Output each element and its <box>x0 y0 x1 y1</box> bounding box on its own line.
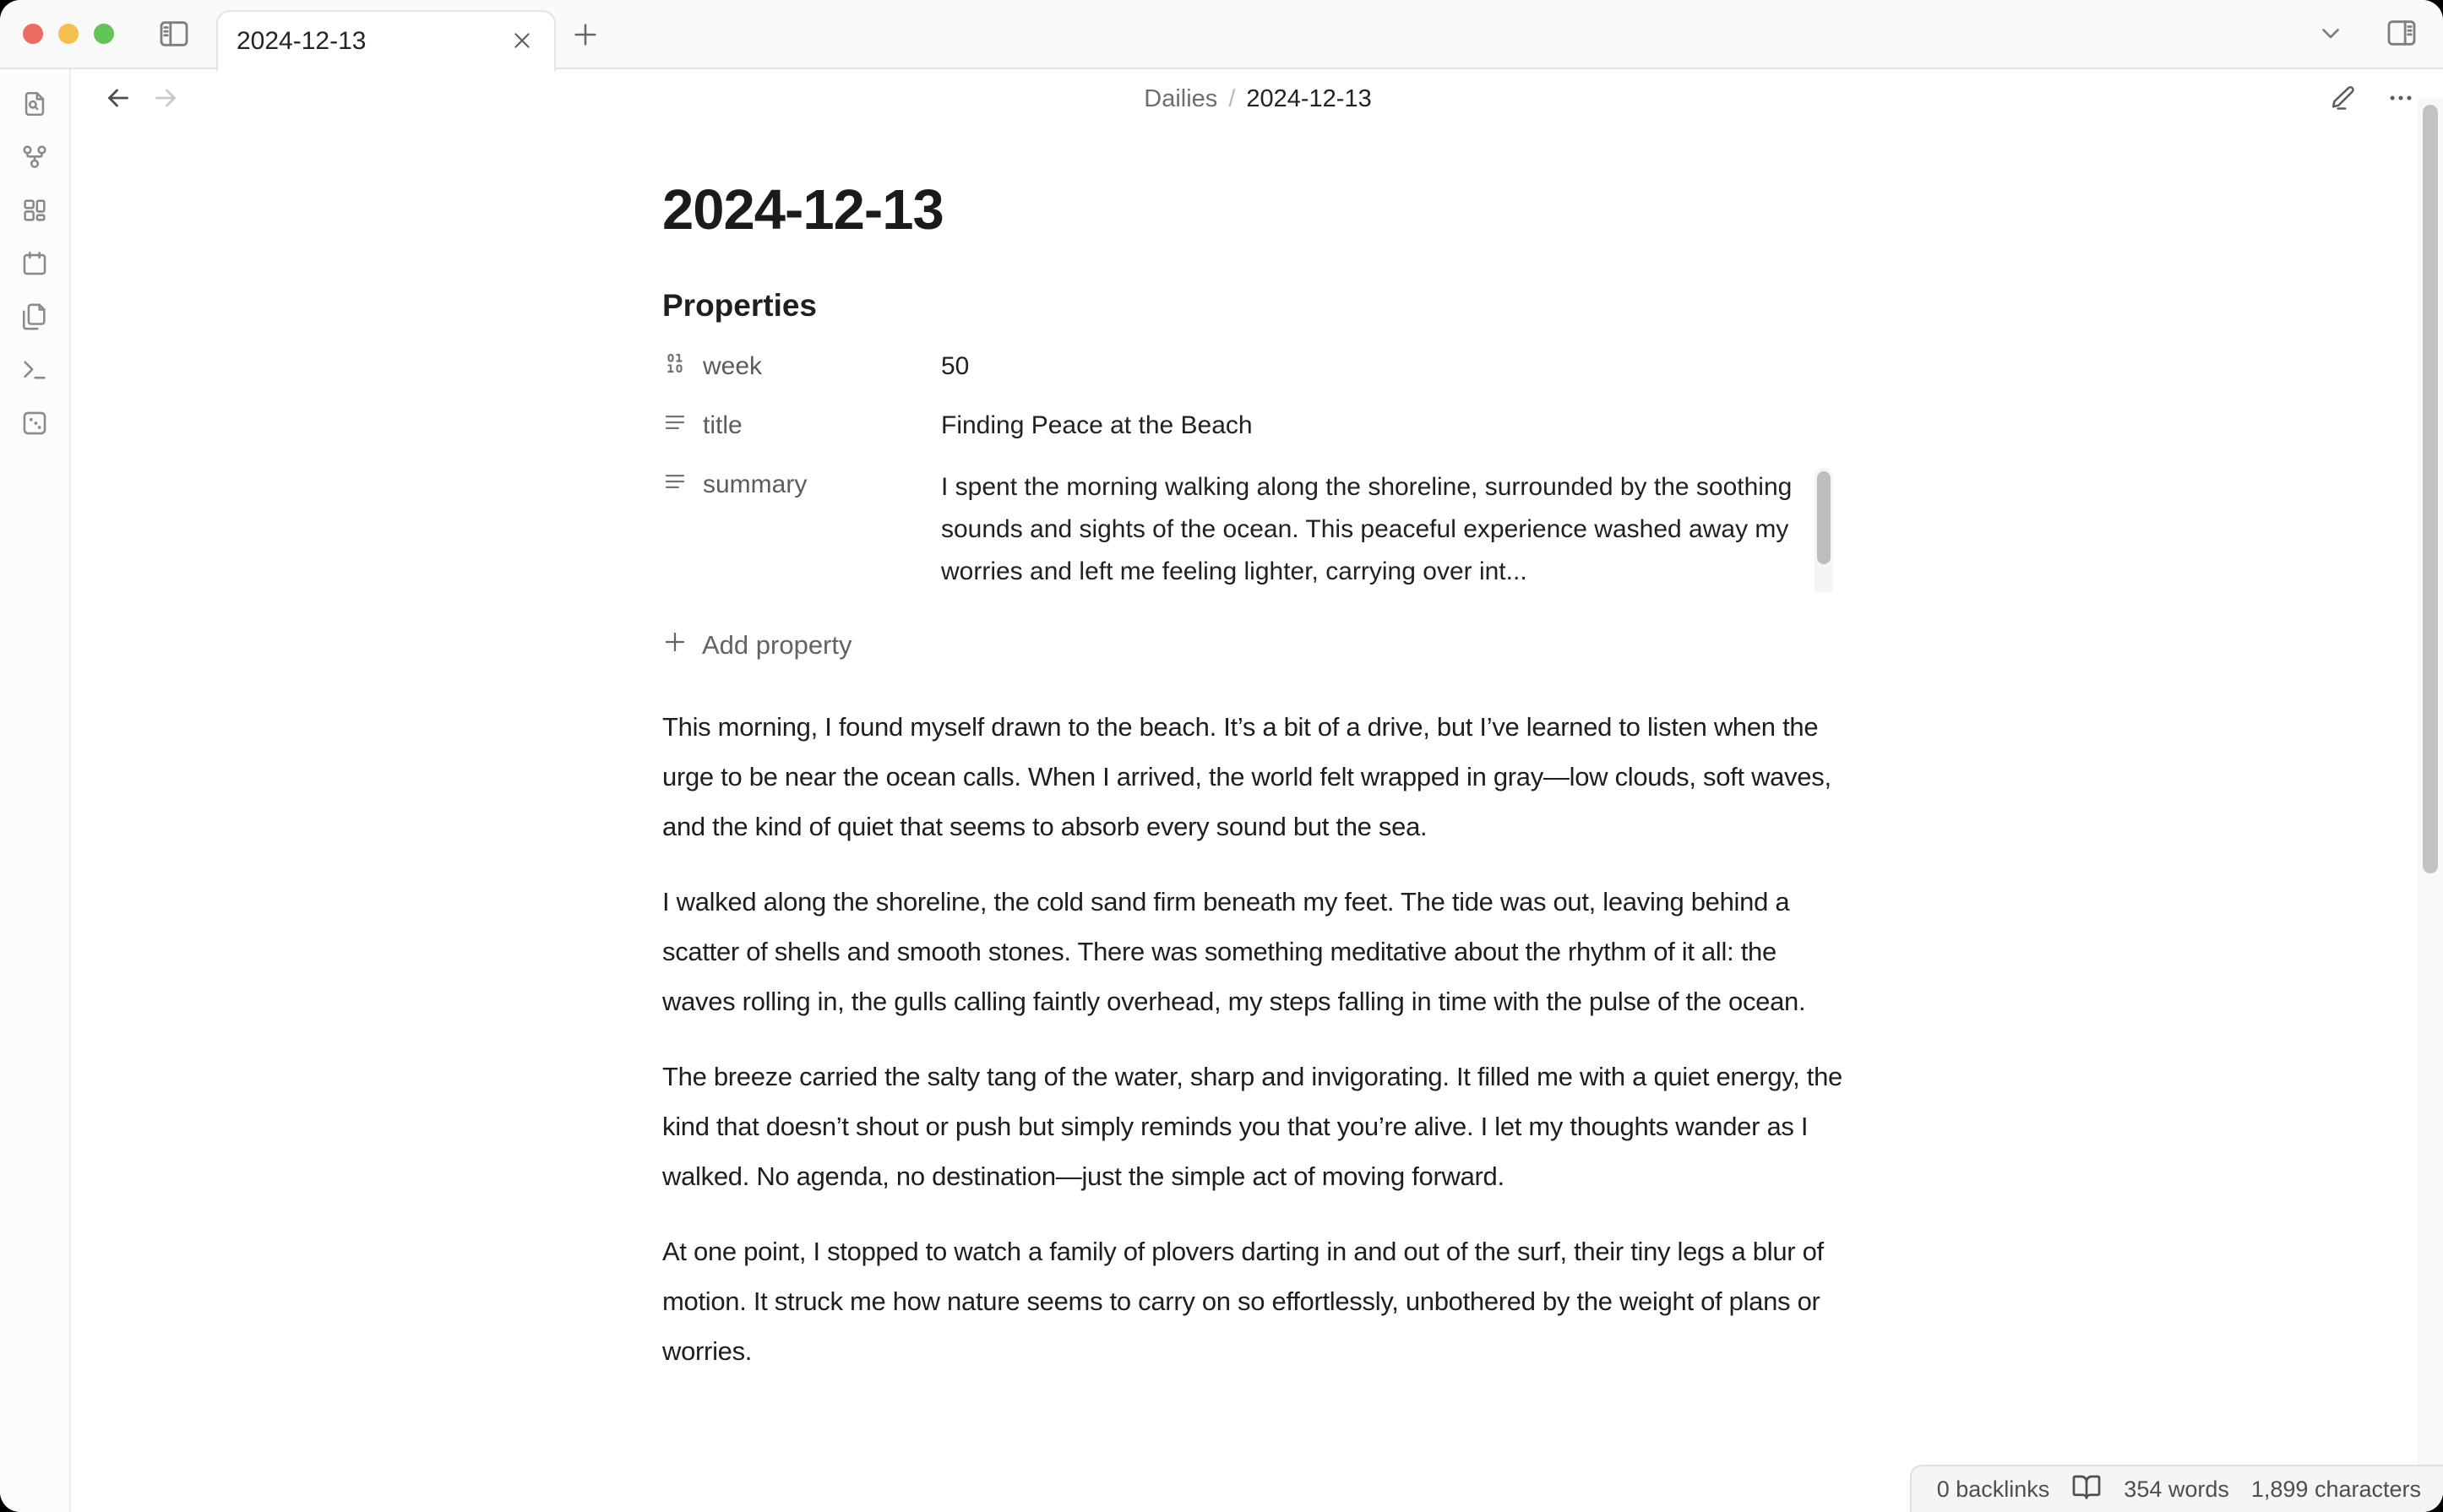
ribbon-random-note-button[interactable] <box>14 404 55 444</box>
view-header <box>73 69 2443 128</box>
terminal-icon <box>20 356 49 387</box>
add-property-label: Add property <box>702 630 852 660</box>
tab-daily-note[interactable] <box>216 10 556 71</box>
ribbon-terminal-button[interactable] <box>14 351 55 391</box>
breadcrumb-current-note[interactable]: 2024-12-13 <box>1246 84 1372 112</box>
ribbon-search-note-button[interactable] <box>14 84 55 125</box>
editor-scrollbar-thumb[interactable] <box>2423 105 2438 873</box>
toggle-right-sidebar-button[interactable] <box>2382 14 2421 53</box>
minimize-window-button[interactable] <box>58 24 79 44</box>
reading-mode-book-icon[interactable] <box>2071 1471 2102 1508</box>
more-options-button[interactable] <box>2382 80 2419 117</box>
property-key-summary[interactable] <box>662 466 941 503</box>
backlinks-count[interactable]: 0 backlinks <box>1936 1476 2050 1502</box>
close-icon <box>511 30 533 54</box>
character-count: 1,899 characters <box>2250 1476 2421 1502</box>
property-key-week[interactable] <box>662 348 941 385</box>
property-value-week[interactable]: 50 <box>941 352 970 380</box>
ribbon-files-button[interactable] <box>14 297 55 338</box>
summary-scrollbar-track[interactable] <box>1815 468 1833 593</box>
binary-number-icon <box>662 351 688 383</box>
properties-heading[interactable]: Properties <box>662 288 818 323</box>
ellipsis-icon <box>2386 84 2415 115</box>
close-tab-button[interactable] <box>503 23 541 60</box>
window-controls <box>23 0 114 68</box>
panel-left-icon <box>157 17 191 53</box>
plus-icon <box>571 20 600 52</box>
panel-right-icon <box>2385 16 2419 52</box>
fullscreen-window-button[interactable] <box>94 24 114 44</box>
toggle-edit-mode-button[interactable] <box>2325 80 2362 117</box>
ribbon-daily-note-button[interactable] <box>14 244 55 285</box>
file-search-icon <box>20 90 49 121</box>
ribbon <box>0 69 71 1512</box>
summary-text: I spent the morning walking along the shoreline, surrounded by the soothing sounds and sights of the ocean. This peaceful experience washed away my worries and left me feeling lighter, carrying over int... <box>941 473 1793 585</box>
property-row-title <box>662 396 1853 455</box>
chevron-down-icon <box>2316 19 2345 50</box>
calendar-icon <box>20 249 49 280</box>
tab-title: 2024-12-13 <box>237 27 367 55</box>
breadcrumb-folder[interactable]: Dailies <box>1144 84 1218 112</box>
word-count: 354 words <box>2124 1476 2229 1502</box>
paragraph[interactable]: At one point, I stopped to watch a family of plovers darting in and out of the surf, their tiny legs a blur of motion. It struck me how nature seems to carry on so effortlessly, unbothered by the weight of plans or worries. <box>662 1237 1824 1366</box>
property-value-title[interactable]: Finding Peace at the Beach <box>941 411 1253 439</box>
breadcrumb-separator: / <box>1228 84 1236 112</box>
text-icon <box>662 469 688 501</box>
text-icon <box>662 410 688 442</box>
status-bar <box>1910 1465 2443 1512</box>
summary-scrollbar-thumb[interactable] <box>1817 471 1831 564</box>
graph-icon <box>20 143 49 174</box>
ribbon-dashboard-button[interactable] <box>14 191 55 231</box>
property-row-week <box>662 337 1853 396</box>
editor-scrollbar-track[interactable] <box>2418 98 2443 1512</box>
workspace <box>73 69 2443 1512</box>
new-tab-button[interactable] <box>564 14 607 57</box>
inline-note-title[interactable]: 2024-12-13 <box>662 178 944 242</box>
titlebar <box>0 0 2443 68</box>
note-editor[interactable] <box>73 128 2443 1512</box>
note-document <box>662 128 1853 1376</box>
note-body <box>662 702 1853 1376</box>
property-label: summary <box>703 470 808 498</box>
property-key-title[interactable] <box>662 407 941 444</box>
property-label: week <box>703 352 763 380</box>
files-icon <box>20 302 49 334</box>
plus-icon <box>662 629 688 661</box>
tab-switcher-dropdown-button[interactable] <box>2311 14 2350 53</box>
paragraph[interactable]: The breeze carried the salty tang of the water, sharp and invigorating. It filled me with a quiet energy, the kind that doesn’t shout or push but simply reminds you that you’re alive. I let my thoughts wander as I walked. No agenda, no destination—just the simple act of moving forward. <box>662 1062 1842 1191</box>
close-window-button[interactable] <box>23 24 43 44</box>
paragraph[interactable]: This morning, I found myself drawn to the beach. It’s a bit of a drive, but I’ve learned to listen when the urge to be near the ocean calls. When I arrived, the world felt wrapped in gray—low clouds, soft waves, and the kind of quiet that seems to absorb every sound but the sea. <box>662 712 1831 841</box>
paragraph[interactable]: I walked along the shoreline, the cold sand firm beneath my feet. The tide was out, leaving behind a scatter of shells and smooth stones. There was something meditative about the rhythm of it all: the waves rolling in, the gulls calling faintly overhead, my steps falling in time with the pulse of the ocean. <box>662 887 1806 1016</box>
property-label: title <box>703 411 743 439</box>
dice-icon <box>20 409 49 440</box>
toggle-left-sidebar-button[interactable] <box>155 15 193 54</box>
ribbon-graph-view-button[interactable] <box>14 138 55 178</box>
layout-dashboard-icon <box>20 196 49 227</box>
breadcrumb <box>73 69 2443 128</box>
property-row-summary <box>662 455 1853 604</box>
titlebar-right-actions <box>2311 0 2421 68</box>
property-value-summary[interactable] <box>941 466 1853 593</box>
add-property-button[interactable] <box>662 629 852 661</box>
pencil-icon <box>2329 84 2358 115</box>
